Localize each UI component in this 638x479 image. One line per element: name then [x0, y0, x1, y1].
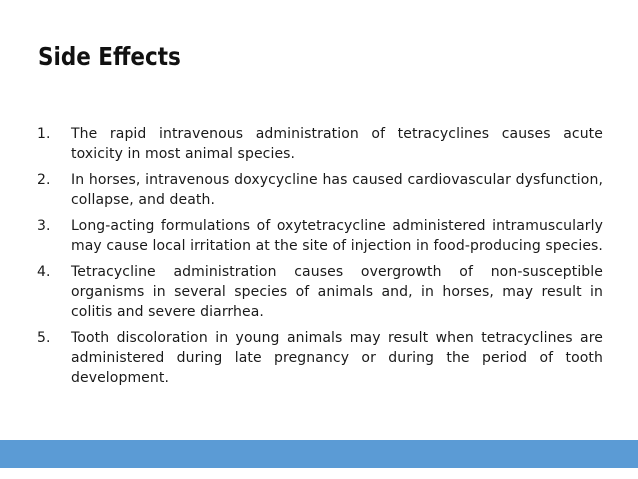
footer-accent-bar	[0, 440, 638, 468]
list-item-number: 5.	[37, 330, 51, 346]
list-item	[37, 262, 603, 322]
list-item-number: 1.	[37, 126, 51, 142]
list-item-text: Tetracycline administration causes overgrowth of non-susceptible organisms in several species of animals and, in horses, may result in colitis and severe diarrhea.	[71, 264, 603, 320]
list-item-number: 2.	[37, 172, 51, 188]
list-item	[37, 328, 603, 388]
slide-title: Side Effects	[38, 42, 181, 71]
list-item-text: Long-acting formulations of oxytetracycline administered intramuscularly may cause local irritation at the site of injection in food-producing species.	[71, 218, 603, 254]
list-item-number: 3.	[37, 218, 51, 234]
list-item	[37, 124, 603, 164]
list-item-text: The rapid intravenous administration of tetracyclines causes acute toxicity in most animal species.	[71, 126, 603, 162]
list-item	[37, 170, 603, 210]
list-item-text: Tooth discoloration in young animals may result when tetracyclines are administered during late pregnancy or during the period of tooth development.	[71, 330, 603, 386]
list-item	[37, 216, 603, 256]
list-item-text: In horses, intravenous doxycycline has caused cardiovascular dysfunction, collapse, and death.	[71, 172, 603, 208]
side-effects-list	[37, 124, 603, 394]
list-item-number: 4.	[37, 264, 51, 280]
